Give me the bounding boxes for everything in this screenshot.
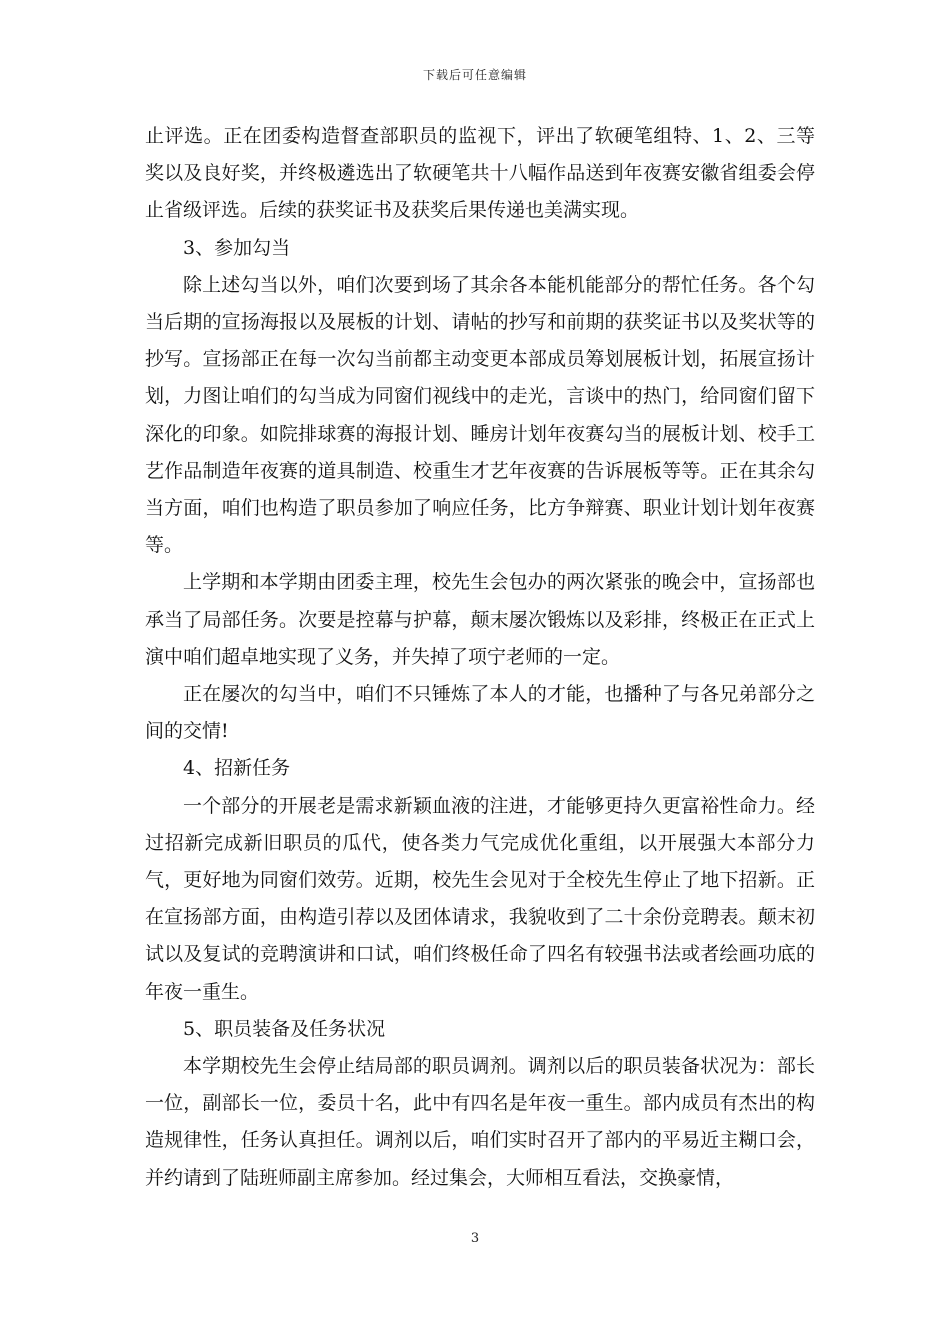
- paragraph: 正在屡次的勾当中，咱们不只锤炼了本人的才能，也播种了与各兄弟部分之间的交情!: [145, 683, 815, 743]
- section-heading: 5、职员装备及任务状况: [183, 1017, 386, 1040]
- page-header: 下载后可任意编辑: [422, 68, 527, 82]
- section-heading: 4、招新任务: [183, 757, 291, 780]
- paragraph: 止评选。正在团委构造督查部职员的监视下，评出了软硬笔组特、1、2、三等奖以及良好奖，并终极遴选出了软硬笔共十八幅作品送到年夜赛安徽省组委会停止省级评选。后续的获奖证书及获奖后果传递也美满实现。: [145, 125, 815, 222]
- document-body: [145, 118, 815, 1197]
- paragraph: 上学期和本学期由团委主理，校先生会包办的两次紧张的晚会中，宣扬部也承当了局部任务。次要是控幕与护幕，颠末屡次锻炼以及彩排，终极正在正式上演中咱们超卓地实现了义务，并失掉了项宁老师的一定。: [145, 571, 815, 668]
- paragraph: 除上述勾当以外，咱们次要到场了其余各本能机能部分的帮忙任务。各个勾当后期的宣扬海报以及展板的计划、请帖的抄写和前期的获奖证书以及奖状等的抄写。宣扬部正在每一次勾当前都主动变更本部成员筹划展板计划，拓展宣扬计划，力图让咱们的勾当成为同窗们视线中的走光，言谈中的热门，给同窗们留下深化的印象。如院排球赛的海报计划、睡房计划年夜赛勾当的展板计划、校手工艺作品制造年夜赛的道具制造、校重生才艺年夜赛的告诉展板等等。正在其余勾当方面，咱们也构造了职员参加了响应任务，比方争辩赛、职业计划计划年夜赛等。: [145, 273, 815, 557]
- paragraph: 本学期校先生会停止结局部的职员调剂。调剂以后的职员装备状况为：部长一位，副部长一位，委员十名，此中有四名是年夜一重生。部内成员有杰出的构造规律性，任务认真担任。调剂以后，咱们实时召开了部内的平易近主糊口会，并约请到了陆班师副主席参加。经过集会，大师相互看法，交换豪情，: [145, 1055, 815, 1189]
- paragraph: 一个部分的开展老是需求新颖血液的注进，才能够更持久更富裕性命力。经过招新完成新旧职员的瓜代，使各类力气完成优化重组，以开展强大本部分力气，更好地为同窗们效劳。近期，校先生会见对于全校先生停止了地下招新。正在宣扬部方面，由构造引荐以及团体请求，我貌收到了二十余份竞聘表。颠末初试以及复试的竞聘演讲和口试，咱们终极任命了四名有较强书法或者绘画功底的年夜一重生。: [145, 794, 815, 1003]
- section-heading: 3、参加勾当: [183, 236, 291, 259]
- page-number: 3: [470, 1231, 480, 1246]
